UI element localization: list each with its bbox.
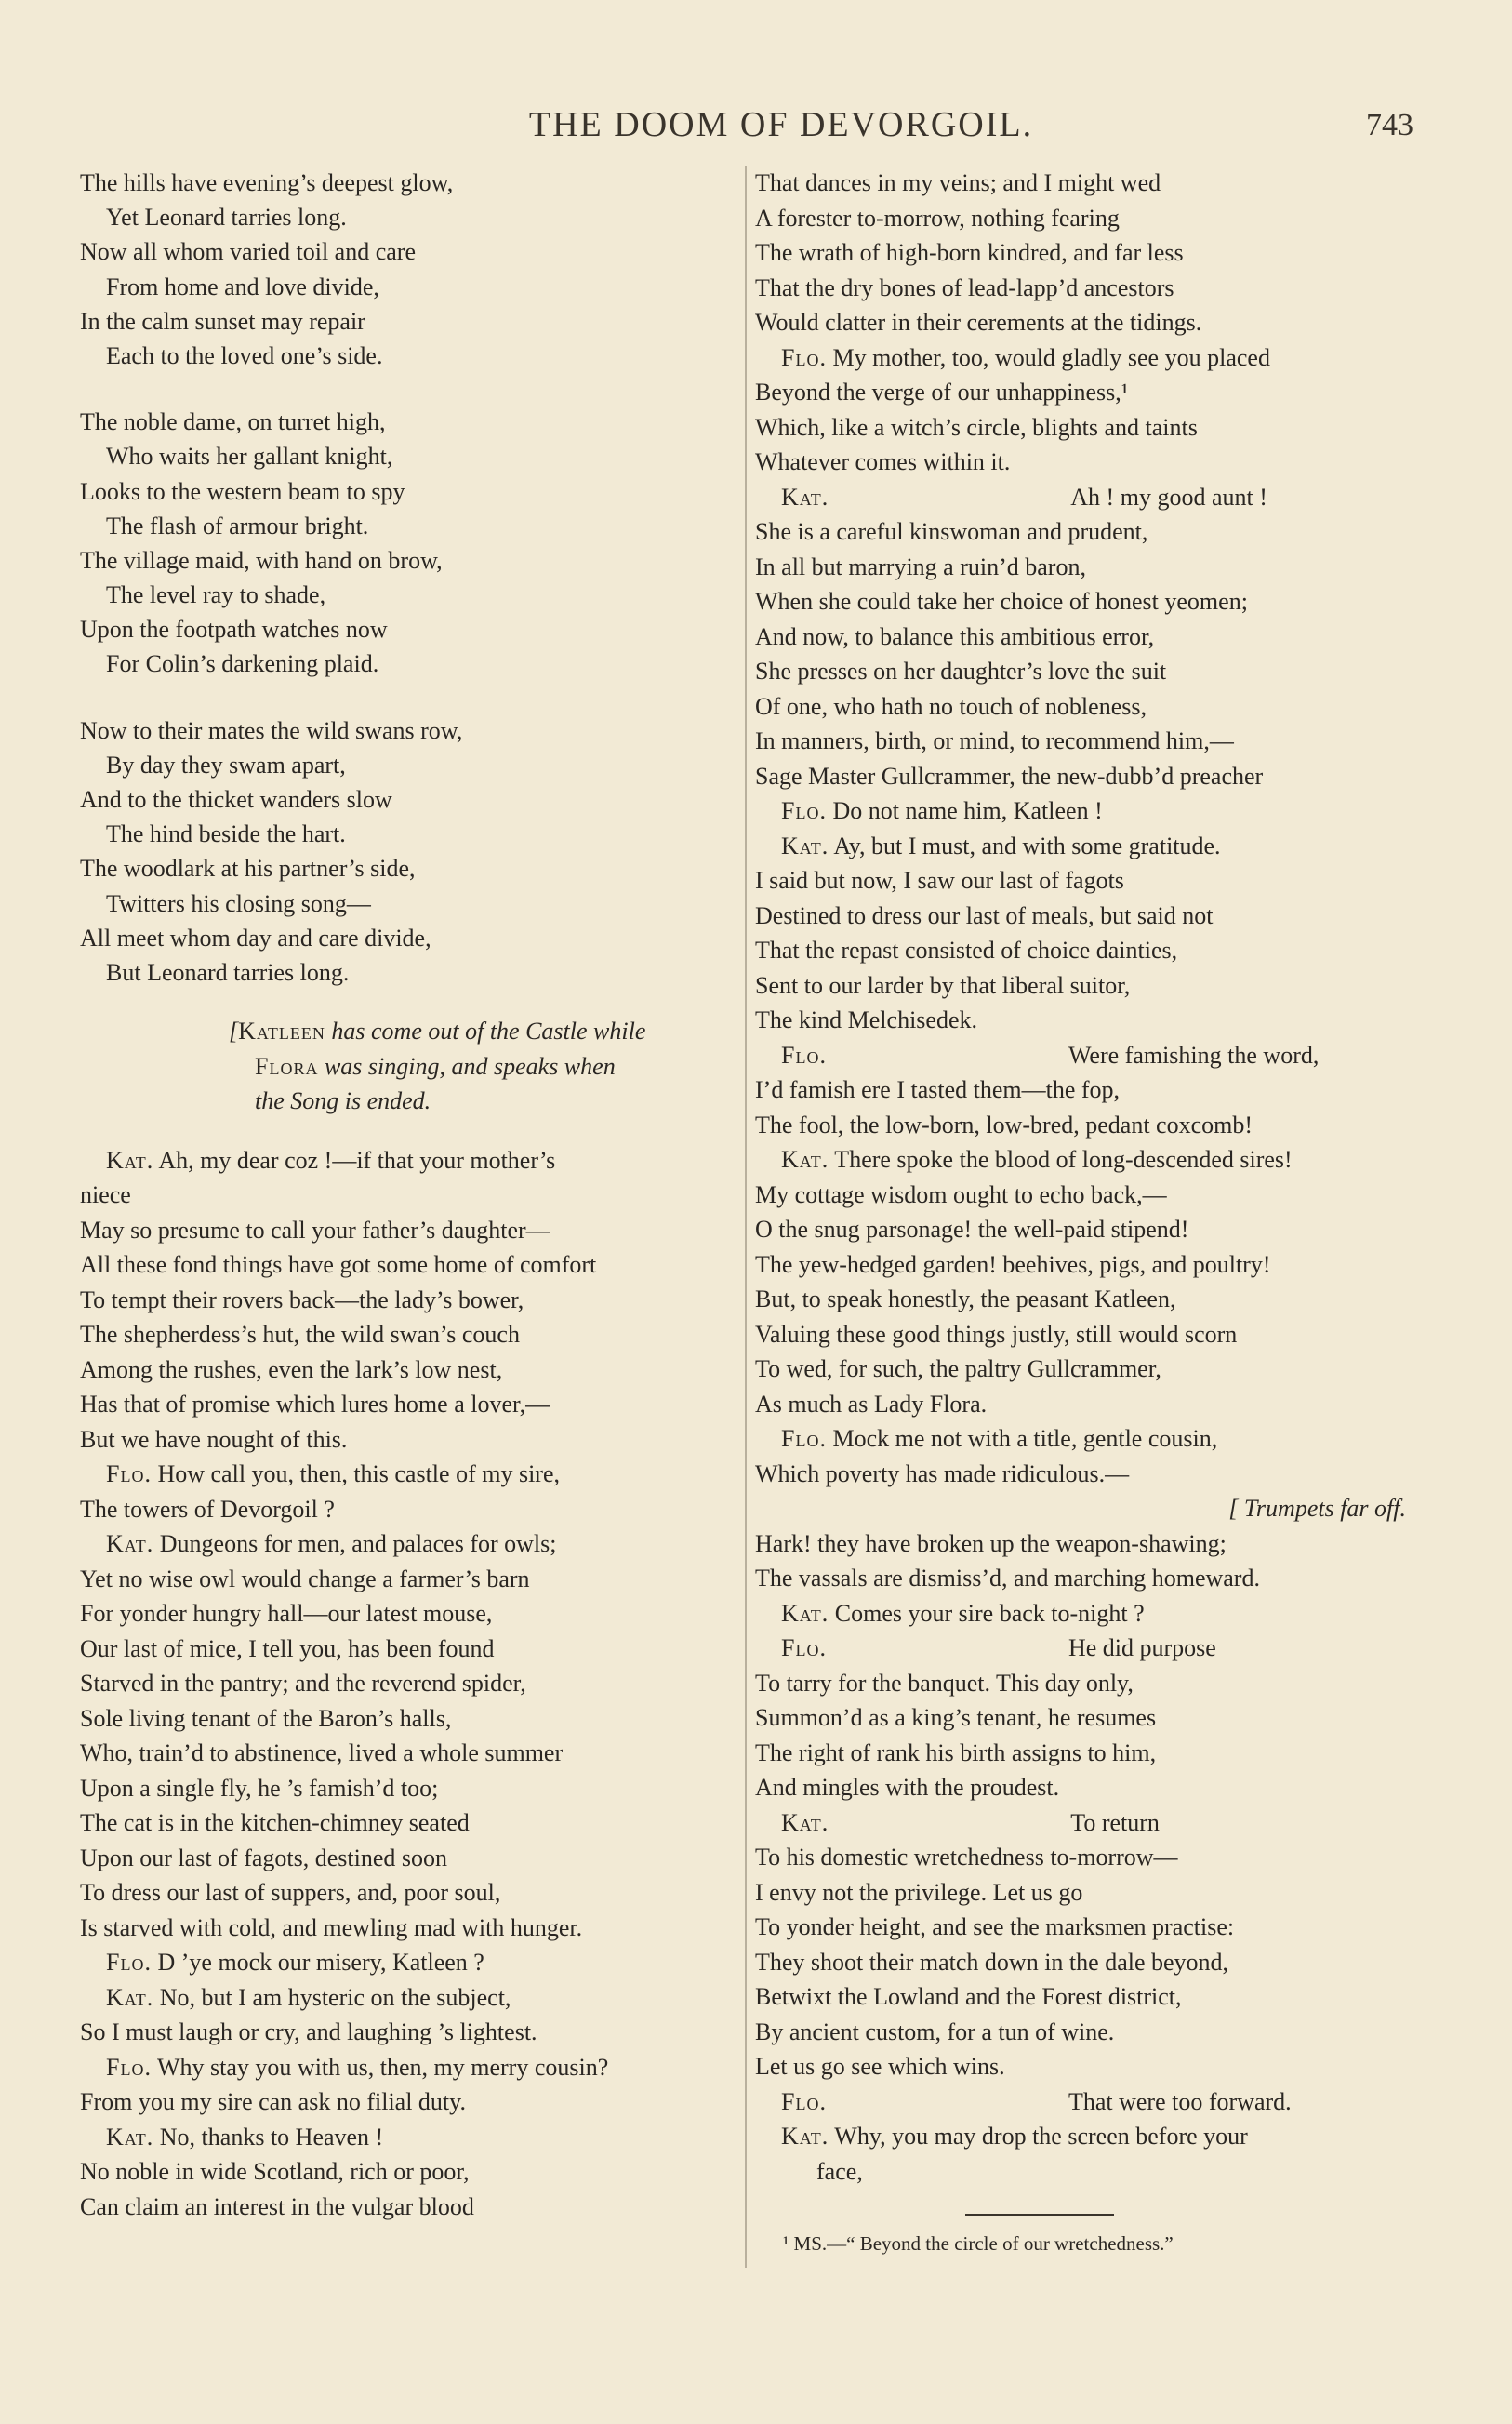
dialogue-text: Who, train’d to abstinence, lived a whole summer — [80, 1739, 564, 1767]
speaker-name: Kat. — [106, 1983, 154, 2011]
dialogue-line — [80, 1980, 740, 2016]
dialogue-text: He did purpose — [1068, 1634, 1216, 1661]
dialogue-line — [80, 1805, 740, 1841]
dialogue-line — [755, 340, 1406, 376]
dialogue-text: I’d famish ere I tasted them—the fop, — [755, 1076, 1121, 1103]
dialogue-text: Our last of mice, I tell you, has been found — [80, 1634, 495, 1662]
speaker-name: Kat. — [106, 1530, 154, 1558]
dialogue-text: The vassals are dismiss’d, and marching homeward. — [755, 1565, 1260, 1592]
verse-line: Twitters his closing song— — [106, 889, 371, 917]
dialogue-text: And now, to balance this ambitious error, — [755, 622, 1155, 650]
dialogue-line — [755, 899, 1406, 934]
dialogue-line — [755, 445, 1406, 480]
dialogue-line — [80, 1283, 740, 1318]
dialogue-line — [755, 1457, 1406, 1492]
dialogue-text: The right of rank his birth assigns to him, — [755, 1738, 1157, 1766]
speaker-name: Flo. — [106, 1949, 152, 1977]
verse-line: The village maid, with hand on brow, — [80, 546, 443, 574]
dialogue-text: To wed, for such, the paltry Gullcrammer, — [755, 1355, 1161, 1382]
dialogue-line — [755, 1072, 1406, 1108]
dialogue-line — [80, 1387, 740, 1422]
dialogue-line — [755, 1875, 1406, 1911]
dialogue-text: Why, you may drop the screen before your — [829, 2123, 1248, 2150]
dialogue-text: O the snug parsonage! the well-paid stipend! — [755, 1216, 1189, 1243]
verse-line: By day they swam apart, — [106, 751, 346, 779]
stage-direction: [Katleen has come out of the Castle while Flora was singing, and speaks when the Song is ended. — [229, 1018, 646, 1115]
verse-line: For Colin’s darkening plaid. — [106, 650, 379, 678]
dialogue-text: Ay, but I must, and with some gratitude. — [829, 832, 1221, 859]
song-stanza-1 — [80, 166, 740, 373]
verse-line: Yet Leonard tarries long. — [106, 204, 347, 232]
dialogue-line — [755, 1805, 1406, 1841]
dialogue-text: My mother, too, would gladly see you placed — [826, 343, 1270, 371]
dialogue-line — [755, 2015, 1406, 2050]
dialogue-line — [755, 2049, 1406, 2084]
dialogue-text: Sent to our larder by that liberal suitor, — [755, 971, 1131, 999]
dialogue-text: The shepherdess’s hut, the wild swan’s couch — [80, 1321, 520, 1349]
dialogue-text: My cottage wisdom ought to echo back,— — [755, 1180, 1167, 1208]
stage-name-katleen: Katleen — [238, 1018, 325, 1046]
dialogue-line — [755, 933, 1406, 968]
left-column — [80, 166, 740, 2224]
dialogue-line — [755, 584, 1406, 619]
dialogue-text: The yew-hedged garden! beehives, pigs, and poultry! — [755, 1250, 1271, 1278]
dialogue-text: Mock me not with a title, gentle cousin, — [826, 1425, 1218, 1452]
dialogue-line — [80, 1945, 740, 1980]
speaker-name: Flo. — [781, 797, 827, 824]
dialogue-line — [755, 1666, 1406, 1701]
column-rule — [745, 166, 747, 2268]
dialogue-line — [755, 2154, 1406, 2190]
dialogue-line — [755, 1003, 1406, 1038]
dialogue-text: How call you, then, this castle of my sire, — [151, 1460, 560, 1488]
dialogue-text: They shoot their match down in the dale beyond, — [755, 1948, 1229, 1976]
dialogue-text: The fool, the low-born, low-bred, pedant coxcomb! — [755, 1111, 1253, 1139]
dialogue-text: All these fond things have got some home of comfort — [80, 1251, 597, 1279]
dialogue-text: I said but now, I saw our last of fagots — [755, 867, 1124, 894]
dialogue-text: As much as Lady Flora. — [755, 1390, 988, 1418]
dialogue-text: Do not name him, Katleen ! — [826, 797, 1103, 824]
dialogue-text: To his domestic wretchedness to-morrow— — [755, 1844, 1178, 1871]
dialogue-line — [755, 1352, 1406, 1387]
dialogue-text: When she could take her choice of honest yeomen; — [755, 588, 1248, 615]
dialogue-line — [80, 1666, 740, 1701]
dialogue-text: The kind Melchisedek. — [755, 1006, 977, 1033]
dialogue-line — [80, 1771, 740, 1806]
dialogue-line — [755, 1387, 1406, 1422]
dialogue-text: Betwixt the Lowland and the Forest district, — [755, 1983, 1182, 2010]
dialogue-text: That the repast consisted of choice dainties, — [755, 937, 1178, 964]
dialogue-text: The towers of Devorgoil ? — [80, 1495, 335, 1523]
dialogue-line — [755, 1108, 1406, 1143]
dialogue-line — [755, 1247, 1406, 1283]
dialogue-text: Upon our last of fagots, destined soon — [80, 1844, 448, 1871]
dialogue-line — [755, 166, 1406, 201]
song-stanza-3 — [80, 713, 740, 991]
dialogue-text: She is a careful kinswoman and prudent, — [755, 518, 1148, 545]
dialogue-line — [755, 1561, 1406, 1596]
dialogue-text: Ah ! my good aunt ! — [1070, 483, 1267, 511]
speaker-name: Kat. — [781, 1599, 829, 1627]
dialogue-line — [80, 2120, 740, 2155]
dialogue-text: That the dry bones of lead-lapp’d ancestors — [755, 273, 1174, 301]
dialogue-line — [755, 1770, 1406, 1805]
dialogue-line — [755, 1736, 1406, 1771]
speaker-name: Kat. — [781, 2123, 829, 2150]
dialogue-line — [80, 1247, 740, 1283]
dialogue-text: No, thanks to Heaven ! — [153, 2123, 384, 2151]
dialogue-text: Beyond the verge of our unhappiness,¹ — [755, 379, 1129, 406]
dialogue-line — [755, 689, 1406, 725]
dialogue-text: Let us go see which wins. — [755, 2053, 1005, 2080]
speaker-name: Flo. — [781, 1425, 827, 1452]
dialogue-line — [755, 1596, 1406, 1632]
dialogue-text: And mingles with the proudest. — [755, 1774, 1060, 1801]
dialogue-line — [755, 1178, 1406, 1213]
speaker-name: Kat. — [781, 832, 829, 859]
verse-line: The woodlark at his partner’s side, — [80, 855, 416, 883]
dialogue-text: No noble in wide Scotland, rich or poor, — [80, 2158, 470, 2186]
verse-line: The noble dame, on turret high, — [80, 408, 386, 436]
dialogue-line — [755, 829, 1406, 864]
dialogue-text: Yet no wise owl would change a farmer’s barn — [80, 1565, 530, 1592]
running-title: THE DOOM OF DEVORGOIL. — [528, 105, 1034, 144]
dialogue-line — [755, 480, 1406, 515]
song-stanza-2 — [80, 405, 740, 682]
dialogue-text: For yonder hungry hall—our latest mouse, — [80, 1600, 493, 1628]
dialogue-text: That were too forward. — [1068, 2087, 1292, 2115]
speaker-name: Kat. — [781, 1808, 829, 1836]
verse-line: Each to the loved one’s side. — [106, 341, 383, 369]
dialogue-line — [755, 1979, 1406, 2015]
page-number: 743 — [1366, 108, 1413, 142]
dialogue-line — [755, 1700, 1406, 1736]
dialogue-line — [80, 1213, 740, 1248]
dialogue-line — [755, 2119, 1406, 2154]
dialogue-line — [755, 1910, 1406, 1945]
dialogue-line — [755, 1038, 1406, 1073]
dialogue-line — [80, 1596, 740, 1632]
verse-line: Looks to the western beam to spy — [80, 477, 405, 505]
dialogue-line — [755, 235, 1406, 271]
dialogue-line — [755, 1212, 1406, 1247]
stage-name-flora: Flora — [255, 1052, 319, 1080]
verse-line: Now all whom varied toil and care — [80, 238, 416, 266]
dialogue-text: Whatever comes within it. — [755, 448, 1011, 475]
dialogue-line — [80, 2154, 740, 2190]
dialogue-line — [80, 1143, 740, 1179]
speaker-name: Flo. — [106, 1460, 152, 1488]
dialogue-text: Comes your sire back to-night ? — [829, 1599, 1145, 1627]
right-column — [755, 166, 1406, 2189]
dialogue-text: Is starved with cold, and mewling mad with hunger. — [80, 1913, 583, 1941]
verse-line: The level ray to shade, — [106, 581, 326, 609]
verse-line: The flash of armour bright. — [106, 512, 369, 539]
dialogue-line — [755, 793, 1406, 829]
dialogue-text: In all but marrying a ruin’d baron, — [755, 553, 1086, 580]
speaker-name: Flo. — [781, 1041, 827, 1069]
dialogue-text: But, to speak honestly, the peasant Katleen, — [755, 1285, 1176, 1312]
dialogue-line — [80, 2190, 740, 2225]
dialogue-line — [80, 1911, 740, 1946]
dialogue-text: She presses on her daughter’s love the suit — [755, 658, 1167, 685]
speaker-name: Flo. — [781, 343, 827, 371]
dialogue-line — [755, 1282, 1406, 1317]
dialogue-text: By ancient custom, for a tun of wine. — [755, 2018, 1115, 2045]
dialogue-text: Sage Master Gullcrammer, the new-dubb’d preacher — [755, 762, 1264, 790]
dialogue-line — [755, 1631, 1406, 1666]
dialogue-line — [755, 1945, 1406, 1980]
dialogue-text: So I must laugh or cry, and laughing ’s lightest. — [80, 2018, 537, 2046]
dialogue-text: Among the rushes, even the lark’s low nest, — [80, 1355, 503, 1383]
dialogue-line — [80, 1457, 740, 1492]
dialogue-text: From you my sire can ask no filial duty. — [80, 2088, 466, 2116]
dialogue-line — [755, 375, 1406, 410]
dialogue-text: Starved in the pantry; and the reverend spider, — [80, 1670, 526, 1698]
dialogue-line — [755, 1317, 1406, 1352]
footnote-rule — [965, 2214, 1114, 2216]
dialogue-line: [ Trumpets far off. — [1228, 1495, 1406, 1522]
dialogue-text: Of one, who hath no touch of nobleness, — [755, 692, 1147, 720]
dialogue-line — [80, 1875, 740, 1911]
dialogue-text: Hark! they have broken up the weapon-shawing; — [755, 1529, 1227, 1557]
dialogue-line — [755, 654, 1406, 689]
dialogue-line — [80, 1526, 740, 1562]
dialogue-text: face, — [816, 2157, 863, 2185]
dialogue-line — [80, 1841, 740, 1876]
dialogue-line — [80, 1317, 740, 1352]
footnote: ¹ MS.—“ Beyond the circle of our wretchedness.” — [783, 2232, 1174, 2255]
verse-line: All meet whom day and care divide, — [80, 924, 431, 952]
speaker-name: Kat. — [781, 483, 829, 511]
dialogue-line — [755, 1840, 1406, 1875]
dialogue-text: Would clatter in their cerements at the tidings. — [755, 309, 1202, 336]
dialogue-line — [755, 410, 1406, 446]
dialogue-text: Ah, my dear coz !—if that your mother’s — [153, 1146, 556, 1174]
dialogue-line — [80, 1736, 740, 1771]
dialogue-line — [80, 1562, 740, 1597]
dialogue-line — [755, 1526, 1406, 1562]
dialogue-text: To yonder height, and see the marksmen practise: — [755, 1913, 1235, 1940]
dialogue-line — [755, 1142, 1406, 1178]
dialogue-line — [755, 863, 1406, 899]
dialogue-text: That dances in my veins; and I might wed — [755, 169, 1161, 196]
verse-line: But Leonard tarries long. — [106, 958, 350, 986]
dialogue-text: Has that of promise which lures home a lover,— — [80, 1391, 550, 1418]
dialogue-text: To return — [1070, 1808, 1160, 1836]
dialogue-text: The cat is in the kitchen-chimney seated — [80, 1809, 470, 1837]
dialogue-line — [755, 968, 1406, 1004]
dialogue-text: To tarry for the banquet. This day only, — [755, 1669, 1134, 1697]
dialogue-line — [755, 514, 1406, 550]
dialogue-text: To tempt their rovers back—the lady’s bower, — [80, 1285, 524, 1313]
dialogue-line — [80, 2050, 740, 2085]
verse-line: Now to their mates the wild swans row, — [80, 716, 463, 744]
dialogue-line — [80, 1492, 740, 1527]
dialogue-text: There spoke the blood of long-descended sires! — [829, 1146, 1293, 1173]
dialogue-text: The wrath of high-born kindred, and far less — [755, 239, 1184, 266]
dialogue-text: niece — [80, 1181, 131, 1209]
dialogue-text: Which, like a witch’s circle, blights and taints — [755, 413, 1198, 441]
dialogue-text: Can claim an interest in the vulgar blood — [80, 2192, 474, 2220]
dialogue-text: Valuing these good things justly, still would scorn — [755, 1320, 1238, 1348]
verse-line: The hind beside the hart. — [106, 820, 346, 848]
dialogue-line — [755, 724, 1406, 759]
speaker-name: Flo. — [781, 2087, 827, 2115]
dialogue-line — [755, 550, 1406, 585]
dialogue-line — [755, 1421, 1406, 1457]
dialogue-text: To dress our last of suppers, and, poor soul, — [80, 1879, 501, 1907]
dialogue-line — [755, 2084, 1406, 2120]
dialogue-text: In manners, birth, or mind, to recommend him,— — [755, 727, 1234, 754]
verse-line: In the calm sunset may repair — [80, 307, 365, 335]
dialogue-text: Summon’d as a king’s tenant, he resumes — [755, 1704, 1157, 1731]
speaker-name: Kat. — [106, 2123, 154, 2151]
dialogue-text: Destined to dress our last of meals, but said not — [755, 901, 1214, 929]
dialogue-text: Upon a single fly, he ’s famish’d too; — [80, 1774, 439, 1802]
speaker-name: Kat. — [781, 1146, 829, 1173]
dialogue-line — [755, 271, 1406, 306]
dialogue-line — [80, 2015, 740, 2050]
dialogue-text: But we have nought of this. — [80, 1425, 348, 1453]
dialogue-line — [80, 1632, 740, 1667]
speaker-name: Flo. — [106, 2053, 152, 2081]
dialogue-line — [80, 2084, 740, 2120]
verse-line: The hills have evening’s deepest glow, — [80, 169, 454, 196]
dialogue-line — [755, 619, 1406, 655]
left-dialogue — [80, 1143, 740, 2225]
speaker-name: Kat. — [106, 1146, 154, 1174]
dialogue-text: No, but I am hysteric on the subject, — [153, 1983, 511, 2011]
verse-line: From home and love divide, — [106, 273, 379, 300]
dialogue-text: Sole living tenant of the Baron’s halls, — [80, 1704, 452, 1732]
dialogue-text: Dungeons for men, and palaces for owls; — [153, 1530, 557, 1558]
speaker-name: Flo. — [781, 1634, 827, 1661]
dialogue-text: D ’ye mock our misery, Katleen ? — [151, 1949, 484, 1977]
dialogue-line — [755, 759, 1406, 794]
dialogue-text: I envy not the privilege. Let us go — [755, 1878, 1083, 1906]
dialogue-text: Were famishing the word, — [1068, 1041, 1320, 1069]
dialogue-text: Which poverty has made ridiculous.— — [755, 1459, 1130, 1487]
dialogue-line — [80, 1422, 740, 1458]
dialogue-line — [80, 1178, 740, 1213]
dialogue-text: A forester to-morrow, nothing fearing — [755, 204, 1120, 232]
dialogue-text: Why stay you with us, then, my merry cousin? — [151, 2053, 609, 2081]
dialogue-line — [80, 1352, 740, 1388]
right-dialogue — [755, 166, 1406, 2189]
verse-line: Upon the footpath watches now — [80, 616, 388, 644]
verse-line: Who waits her gallant knight, — [106, 443, 393, 471]
dialogue-text: May so presume to call your father’s daughter— — [80, 1216, 550, 1244]
dialogue-line — [80, 1701, 740, 1737]
dialogue-line — [755, 305, 1406, 340]
dialogue-line — [755, 201, 1406, 236]
verse-line: And to the thicket wanders slow — [80, 786, 392, 813]
